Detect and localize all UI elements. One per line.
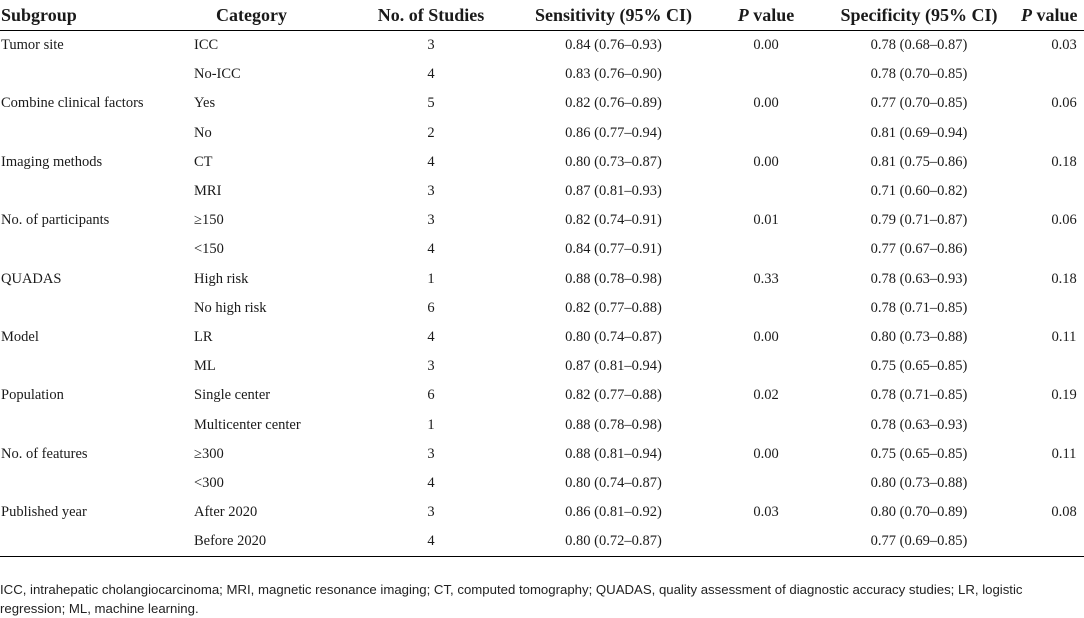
table-row — [0, 352, 1084, 381]
cell-p-sensitivity: 0.02 — [753, 387, 779, 404]
cell-specificity: 0.75 (0.65–0.85) — [870, 358, 968, 375]
cell-specificity: 0.81 (0.69–0.94) — [870, 124, 968, 141]
cell-studies: 4 — [346, 527, 516, 557]
cell-category: <300 — [194, 474, 224, 491]
cell-category: Multicenter center — [194, 416, 301, 433]
cell-sensitivity: 0.84 (0.77–0.91) — [565, 241, 662, 258]
cell-studies: 4 — [427, 474, 435, 491]
cell-p-specificity: 0.11 — [1051, 328, 1077, 345]
cell-category: No — [194, 124, 212, 141]
cell-p-specificity — [1017, 177, 1084, 206]
cell-category: Single center — [194, 387, 271, 404]
table-row — [0, 527, 1084, 557]
cell-category: LR — [194, 328, 213, 345]
cell-p-sensitivity: 0.00 — [753, 328, 779, 345]
cell-p-sensitivity — [711, 177, 821, 206]
cell-sensitivity: 0.83 (0.76–0.90) — [565, 66, 662, 83]
cell-studies: 4 — [427, 66, 435, 83]
cell-studies: 6 — [427, 387, 435, 404]
cell-studies: 3 — [427, 445, 435, 462]
cell-category: After 2020 — [194, 504, 258, 521]
cell-p-specificity — [1017, 469, 1084, 498]
cell-p-sensitivity: 0.01 — [753, 212, 779, 229]
cell-p-sensitivity — [711, 60, 821, 89]
cell-studies: 3 — [427, 358, 435, 375]
cell-subgroup: Combine clinical factors — [1, 95, 144, 112]
cell-sensitivity: 0.88 (0.78–0.98) — [565, 416, 662, 433]
header-p-value-specificity — [1017, 0, 1084, 31]
cell-p-sensitivity — [711, 294, 821, 323]
table-footnote: ICC, intrahepatic cholangiocarcinoma; MRI, magnetic resonance imaging; CT, computed tomography; QUADAS, quality assessment of diagnostic accuracy studies; LR, logistic regression; ML, machine learning. — [0, 582, 1023, 616]
cell-specificity: 0.80 (0.73–0.88) — [870, 328, 968, 345]
cell-p-sensitivity — [711, 235, 821, 264]
table-row — [0, 381, 1084, 410]
cell-sensitivity: 0.84 (0.76–0.93) — [565, 37, 662, 54]
cell-sensitivity: 0.88 (0.81–0.94) — [565, 445, 662, 462]
cell-subgroup: Tumor site — [1, 37, 64, 54]
cell-subgroup — [0, 60, 194, 89]
cell-p-specificity: 0.18 — [1051, 270, 1077, 287]
table-row — [0, 469, 1084, 498]
header-sensitivity: Sensitivity (95% CI) — [516, 0, 711, 31]
table-row — [0, 323, 1084, 352]
cell-p-specificity — [1017, 352, 1084, 381]
cell-category: ≥300 — [194, 445, 224, 462]
cell-p-specificity — [1017, 60, 1084, 89]
table-row — [0, 177, 1084, 206]
cell-sensitivity: 0.80 (0.74–0.87) — [565, 328, 662, 345]
cell-studies: 1 — [427, 416, 435, 433]
cell-studies: 3 — [427, 212, 435, 229]
cell-sensitivity: 0.88 (0.78–0.98) — [565, 270, 662, 287]
cell-sensitivity: 0.80 (0.73–0.87) — [565, 153, 662, 170]
cell-p-sensitivity: 0.33 — [753, 270, 779, 287]
cell-specificity: 0.78 (0.70–0.85) — [870, 66, 968, 83]
cell-p-specificity: 0.03 — [1051, 37, 1077, 54]
table-body — [0, 31, 1084, 557]
cell-category: No-ICC — [194, 66, 241, 83]
header-p-value-sensitivity — [711, 0, 821, 31]
cell-subgroup — [0, 235, 194, 264]
cell-specificity: 0.78 (0.68–0.87) — [870, 37, 968, 54]
header-category: Category — [194, 0, 346, 31]
cell-studies: 4 — [427, 241, 435, 258]
cell-subgroup: Population — [1, 387, 64, 404]
cell-p-specificity — [1017, 235, 1084, 264]
cell-category: <150 — [194, 241, 224, 258]
cell-p-sensitivity: 0.00 — [753, 445, 779, 462]
header-studies: No. of Studies — [346, 0, 516, 31]
cell-p-sensitivity — [711, 469, 821, 498]
cell-category: ≥150 — [194, 212, 224, 229]
cell-p-sensitivity: 0.00 — [753, 95, 779, 112]
table-row — [0, 89, 1084, 118]
table-header — [0, 0, 1084, 31]
table-row — [0, 206, 1084, 235]
table-row — [0, 410, 1084, 439]
cell-category: ICC — [194, 37, 219, 54]
cell-studies: 2 — [427, 124, 435, 141]
cell-specificity: 0.80 (0.70–0.89) — [870, 504, 968, 521]
cell-p-sensitivity — [711, 527, 821, 557]
cell-studies: 4 — [427, 328, 435, 345]
cell-sensitivity: 0.82 (0.76–0.89) — [565, 95, 662, 112]
cell-specificity: 0.78 (0.63–0.93) — [870, 416, 968, 433]
cell-subgroup — [0, 177, 194, 206]
cell-studies: 6 — [427, 299, 435, 316]
header-p-letter: P — [737, 4, 749, 25]
cell-category: No high risk — [194, 299, 267, 316]
cell-studies: 1 — [427, 270, 435, 287]
cell-category: MRI — [194, 183, 222, 200]
cell-category: High risk — [194, 270, 249, 287]
cell-category: CT — [194, 153, 213, 170]
cell-p-specificity: 0.18 — [1051, 153, 1077, 170]
header-p2-suffix: value — [1032, 4, 1078, 25]
cell-subgroup — [0, 119, 194, 148]
cell-p-sensitivity: 0.03 — [753, 504, 779, 521]
cell-subgroup: No. of features — [1, 445, 88, 462]
cell-sensitivity: 0.82 (0.77–0.88) — [565, 387, 662, 404]
cell-specificity: 0.80 (0.73–0.88) — [870, 474, 968, 491]
cell-p-specificity: 0.19 — [1051, 387, 1077, 404]
cell-specificity: 0.78 (0.63–0.93) — [870, 270, 968, 287]
cell-sensitivity: 0.80 (0.72–0.87) — [516, 527, 711, 557]
cell-specificity: 0.77 (0.67–0.86) — [870, 241, 968, 258]
cell-category: ML — [194, 358, 216, 375]
table-row — [0, 31, 1084, 61]
header-p-suffix: value — [748, 4, 795, 25]
cell-p-sensitivity — [711, 119, 821, 148]
cell-specificity: 0.77 (0.70–0.85) — [870, 95, 968, 112]
cell-subgroup — [0, 352, 194, 381]
header-row — [0, 0, 1084, 31]
cell-studies: 3 — [427, 37, 435, 54]
cell-category: Yes — [194, 95, 216, 112]
cell-specificity: 0.71 (0.60–0.82) — [870, 183, 968, 200]
table-row — [0, 265, 1084, 294]
cell-p-specificity — [1017, 294, 1084, 323]
cell-subgroup — [0, 469, 194, 498]
cell-category: Before 2020 — [194, 527, 346, 557]
cell-subgroup: Imaging methods — [1, 153, 103, 170]
cell-sensitivity: 0.80 (0.74–0.87) — [565, 474, 662, 491]
cell-sensitivity: 0.86 (0.81–0.92) — [565, 504, 662, 521]
cell-p-specificity — [1017, 410, 1084, 439]
cell-specificity: 0.75 (0.65–0.85) — [870, 445, 968, 462]
cell-p-specificity — [1017, 527, 1084, 557]
cell-p-sensitivity: 0.00 — [753, 153, 779, 170]
table-row — [0, 60, 1084, 89]
cell-subgroup: No. of participants — [1, 212, 110, 229]
cell-p-specificity: 0.08 — [1051, 504, 1077, 521]
cell-subgroup: QUADAS — [1, 270, 62, 287]
cell-subgroup: Published year — [1, 504, 87, 521]
cell-sensitivity: 0.87 (0.81–0.93) — [565, 183, 662, 200]
cell-sensitivity: 0.87 (0.81–0.94) — [565, 358, 662, 375]
header-specificity: Specificity (95% CI) — [821, 0, 1017, 31]
table-row — [0, 235, 1084, 264]
cell-sensitivity: 0.82 (0.77–0.88) — [565, 299, 662, 316]
cell-specificity: 0.81 (0.75–0.86) — [870, 153, 968, 170]
cell-p-specificity — [1017, 119, 1084, 148]
cell-subgroup — [0, 294, 194, 323]
cell-specificity: 0.78 (0.71–0.85) — [870, 299, 968, 316]
cell-sensitivity: 0.86 (0.77–0.94) — [565, 124, 662, 141]
cell-subgroup: Model — [1, 328, 39, 345]
header-p2-letter: P — [1021, 4, 1032, 25]
cell-specificity: 0.79 (0.71–0.87) — [870, 212, 968, 229]
cell-studies: 4 — [427, 153, 435, 170]
table-row — [0, 119, 1084, 148]
cell-subgroup — [0, 410, 194, 439]
cell-studies: 3 — [427, 183, 435, 200]
cell-p-specificity: 0.11 — [1051, 445, 1077, 462]
cell-studies: 3 — [427, 504, 435, 521]
table-row — [0, 148, 1084, 177]
table-row — [0, 498, 1084, 527]
header-subgroup: Subgroup — [0, 0, 194, 31]
cell-specificity: 0.78 (0.71–0.85) — [870, 387, 968, 404]
cell-p-specificity: 0.06 — [1051, 212, 1077, 229]
cell-p-sensitivity: 0.00 — [753, 37, 779, 54]
cell-studies: 5 — [427, 95, 435, 112]
cell-sensitivity: 0.82 (0.74–0.91) — [565, 212, 662, 229]
cell-specificity: 0.77 (0.69–0.85) — [821, 527, 1017, 557]
table-row — [0, 294, 1084, 323]
cell-p-sensitivity — [711, 410, 821, 439]
cell-p-sensitivity — [711, 352, 821, 381]
cell-p-specificity: 0.06 — [1051, 95, 1077, 112]
cell-subgroup — [0, 527, 194, 557]
table-row — [0, 440, 1084, 469]
